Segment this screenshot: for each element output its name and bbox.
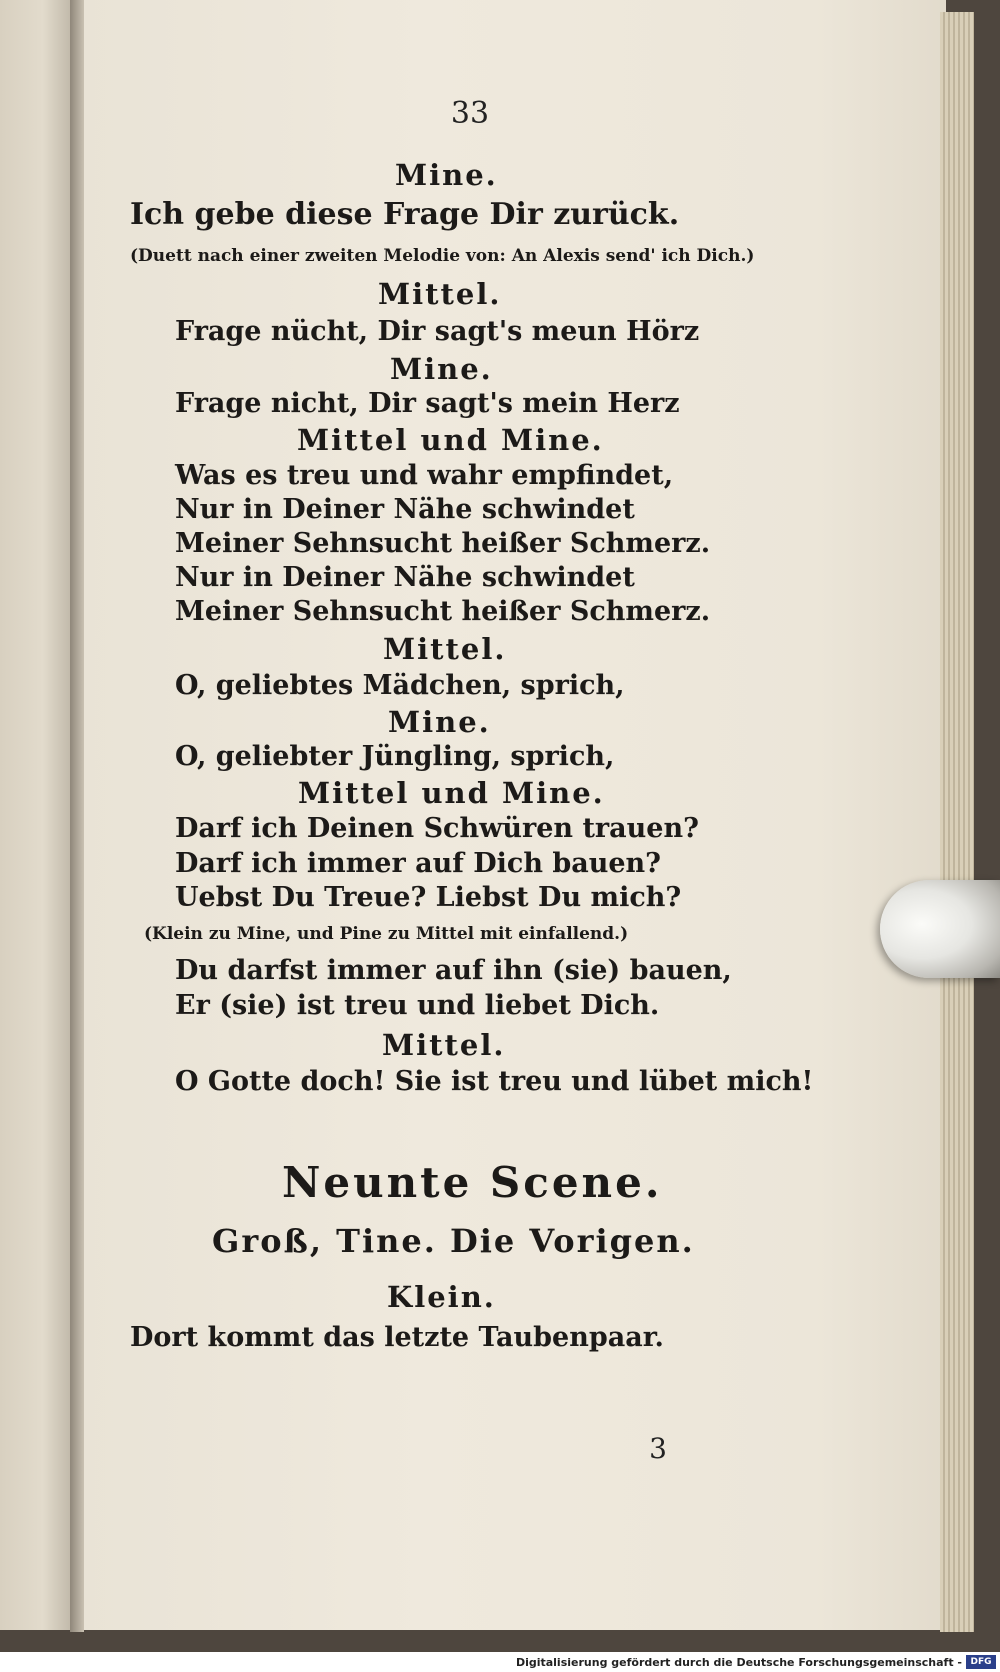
dfg-logo-icon: DFG	[966, 1655, 996, 1669]
scene-title: Neunte Scene.	[282, 1158, 663, 1207]
signature-mark: 3	[649, 1432, 667, 1465]
speaker-line: Klein.	[387, 1280, 496, 1314]
verse-line: Er (sie) ist treu und liebet Dich.	[175, 990, 660, 1021]
previous-page	[0, 0, 78, 1630]
verse-line: Dort kommt das letzte Taubenpaar.	[130, 1322, 664, 1353]
verse-line: Uebst Du Treue? Liebst Du mich?	[175, 882, 682, 913]
footer-credit: Digitalisierung gefördert durch die Deutsche Forschungsgemeinschaft -	[515, 1656, 962, 1669]
speaker-line: Mittel.	[378, 277, 502, 311]
speaker-line: Mine.	[390, 352, 493, 386]
verse-line: Darf ich immer auf Dich bauen?	[175, 848, 661, 879]
speaker-line: Mittel und Mine.	[298, 776, 605, 810]
book-gutter	[70, 0, 84, 1632]
footer-bar	[0, 1652, 1000, 1672]
speaker-line: Mittel.	[382, 1028, 506, 1062]
verse-line: Nur in Deiner Nähe schwindet	[175, 562, 635, 593]
verse-line: O Gotte doch! Sie ist treu und lübet mich!	[175, 1066, 814, 1097]
verse-line: Meiner Sehnsucht heißer Schmerz.	[175, 528, 711, 559]
page-edges	[940, 12, 974, 1632]
verse-line: Darf ich Deinen Schwüren trauen?	[175, 813, 699, 844]
stage-direction: (Klein zu Mine, und Pine zu Mittel mit einfallend.)	[144, 924, 629, 944]
cast-line: Groß, Tine. Die Vorigen.	[212, 1222, 695, 1260]
verse-line: Nur in Deiner Nähe schwindet	[175, 494, 635, 525]
verse-line: O, geliebtes Mädchen, sprich,	[175, 670, 625, 701]
page-holder-clip	[880, 880, 1000, 978]
verse-line: O, geliebter Jüngling, sprich,	[175, 741, 615, 772]
speaker-line: Mittel.	[383, 632, 507, 666]
verse-line: Was es treu und wahr empfindet,	[175, 460, 674, 491]
speaker-line: Mine.	[388, 705, 491, 739]
verse-line: Ich gebe diese Frage Dir zurück.	[130, 197, 680, 232]
verse-line: Frage nicht, Dir sagt's mein Herz	[175, 388, 680, 419]
verse-line: Du darfst immer auf ihn (sie) bauen,	[175, 955, 732, 986]
stage-direction: (Duett nach einer zweiten Melodie von: An Alexis send' ich Dich.)	[130, 246, 755, 266]
speaker-line: Mine.	[395, 158, 498, 192]
page-number: 33	[450, 96, 490, 131]
verse-line: Frage nücht, Dir sagt's meun Hörz	[175, 316, 700, 347]
verse-line: Meiner Sehnsucht heißer Schmerz.	[175, 596, 711, 627]
speaker-line: Mittel und Mine.	[297, 423, 604, 457]
